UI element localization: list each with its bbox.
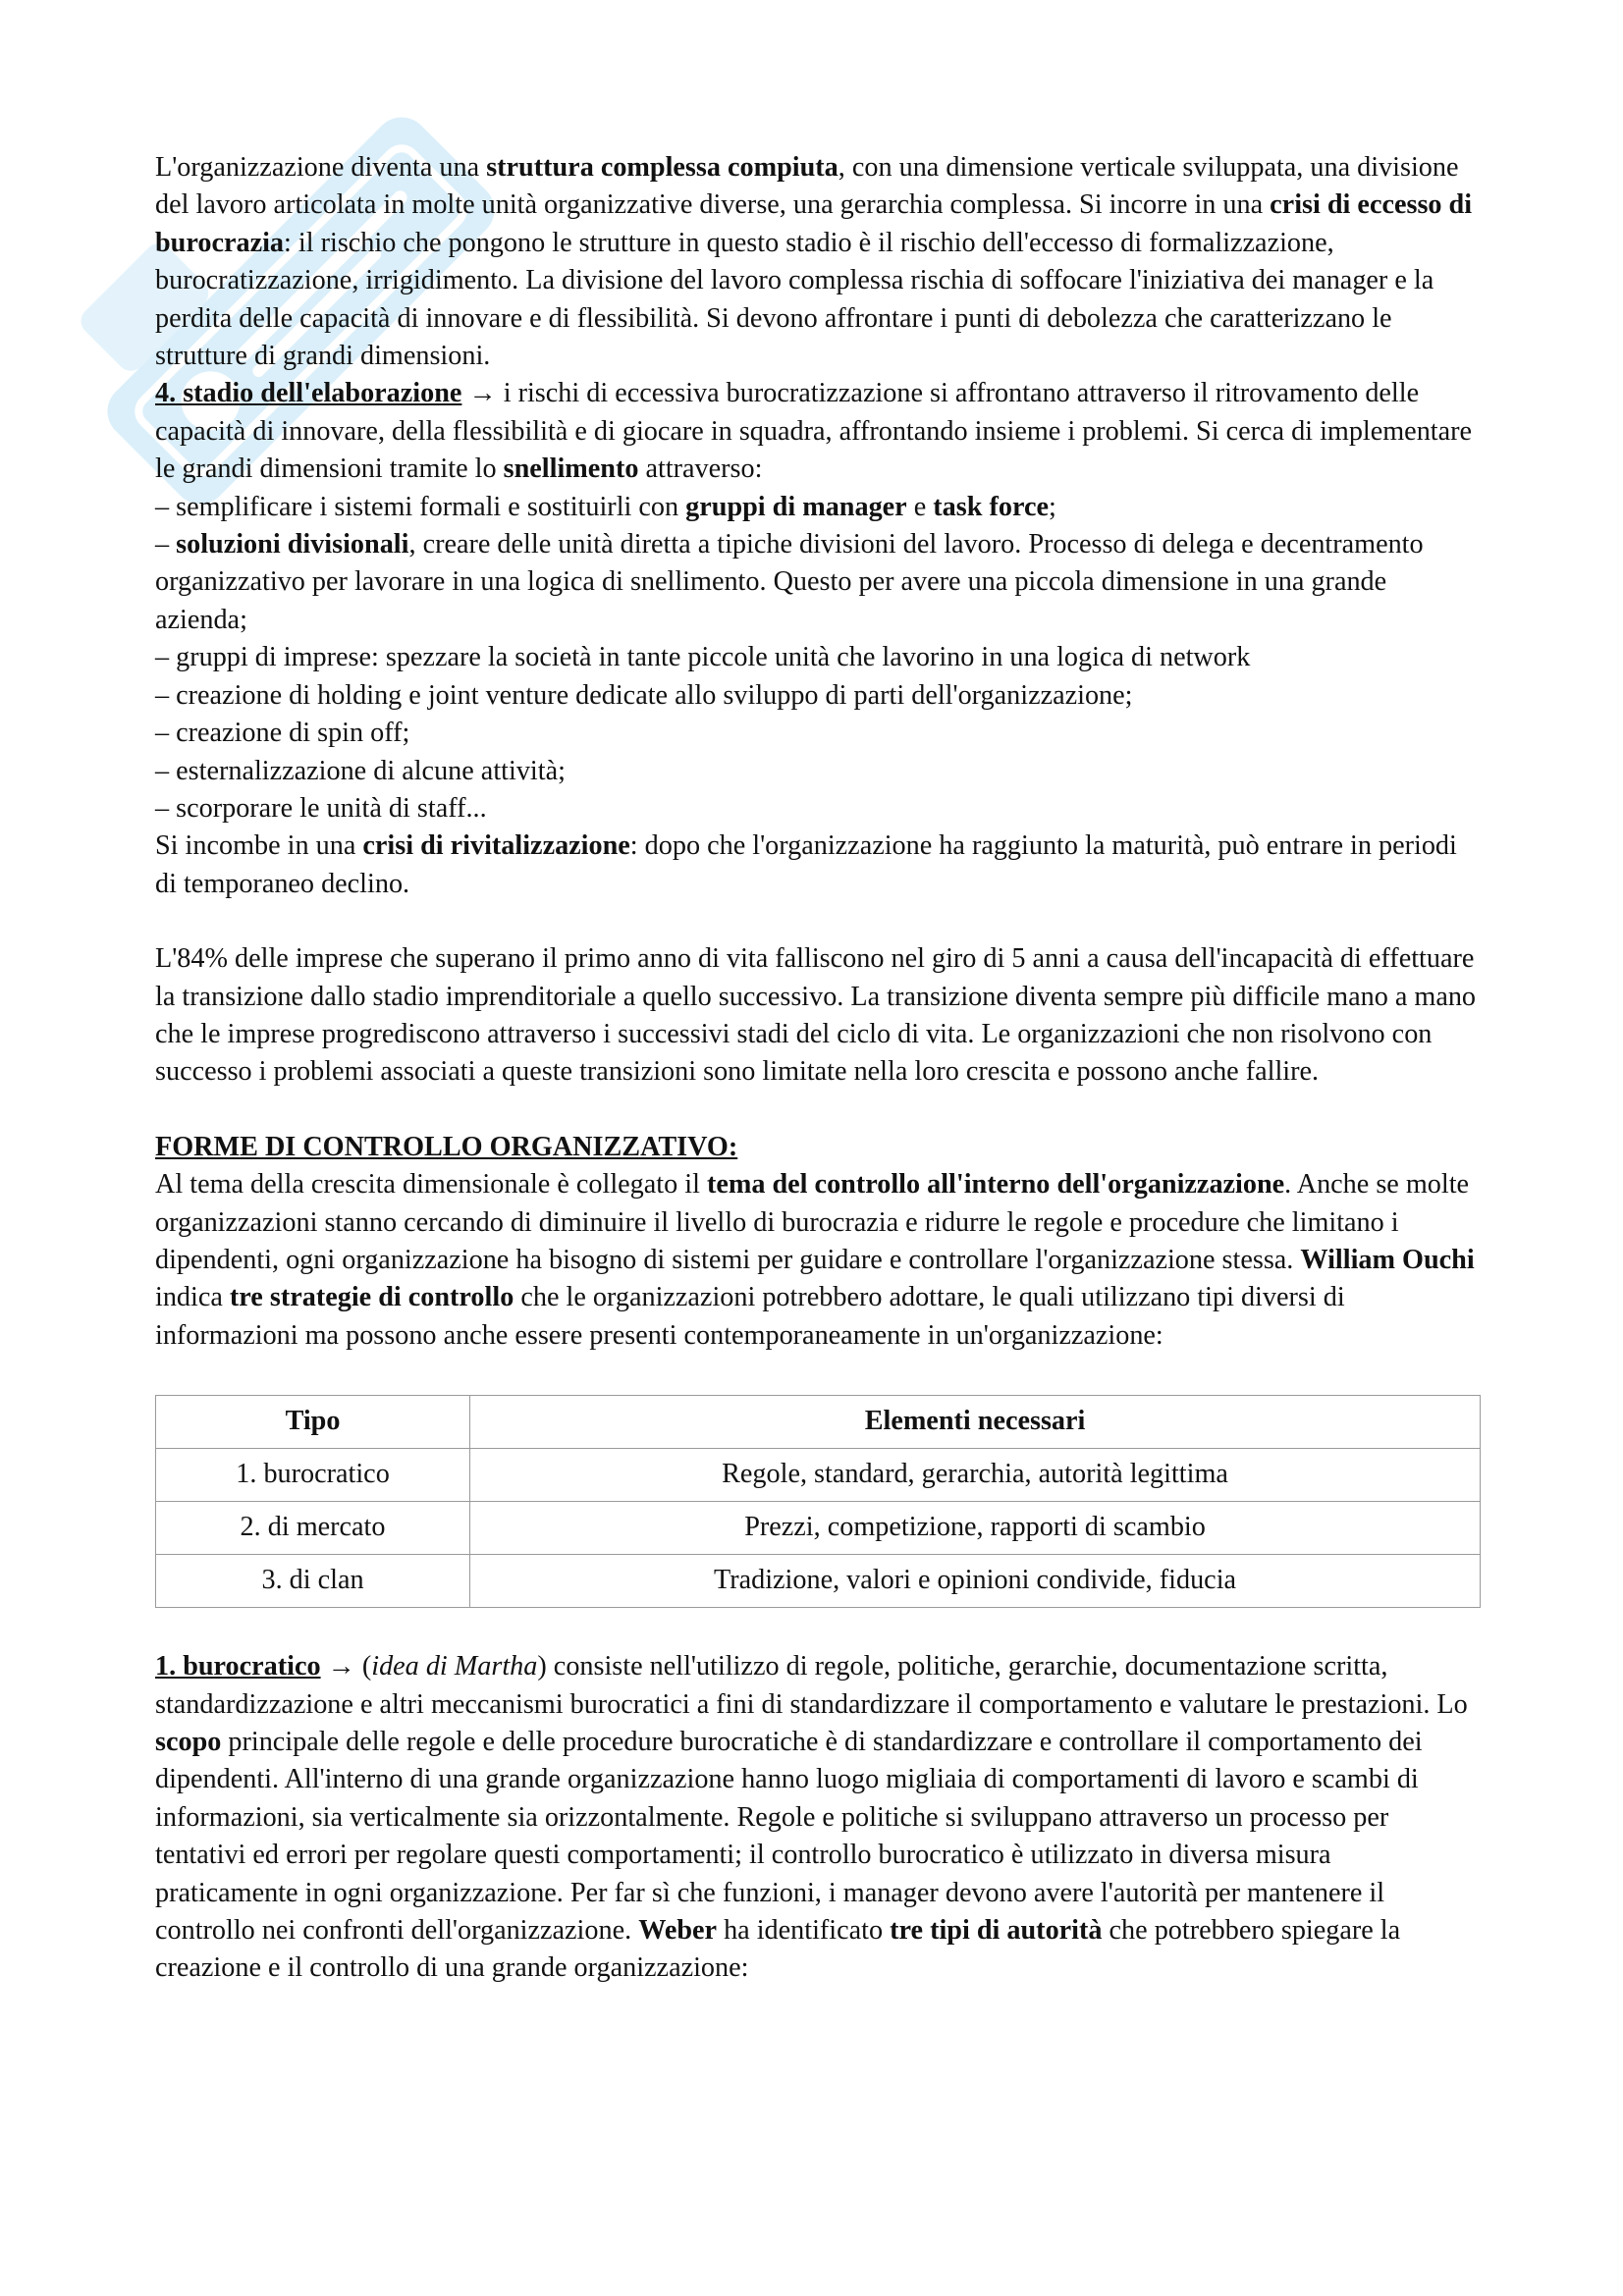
section-title: FORME DI CONTROLLO ORGANIZZATIVO: (155, 1131, 738, 1162)
table-row (156, 1449, 1481, 1502)
list-item: – creazione di holding e joint venture dedicate allo sviluppo di parti dell'organizzazione; (155, 679, 1133, 711)
list-item: – gruppi di imprese: spezzare la società in tante piccole unità che lavorino in una logica di network (155, 642, 1251, 673)
heading-burocratico: 1. burocratico (155, 1651, 321, 1682)
table-cell: 2. di mercato (156, 1502, 470, 1555)
paragraph-burocratico: 1. burocratico → (idea di Martha) consiste nell'utilizzo di regole, politiche, gerarchie, documentazione scritta, standardizzazione e altri meccanismi burocratici a fini di standardizzare il comportamento e valutare le prestazioni. Lo scopo principale delle regole e delle procedure burocratiche è di standardizzare e controllare il comportamento dei dipendenti. All'interno di una grande organizzazione hanno luogo migliaia di comportamenti di lavoro e scambi di informazioni, sia verticalmente sia orizzontalmente. Regole e politiche si sviluppano attraverso un processo per tentativi ed errori per regolare questi comportamenti; il controllo burocratico è utilizzato in diversa misura praticamente in ogni organizzazione. Per far sì che funzioni, i manager devono avere l'autorità per mantenere il controllo nei confronti dell'organizzazione. Weber ha identificato tre tipi di autorità che potrebbero spiegare la creazione e il controllo di una grande organizzazione: (155, 1651, 1468, 1984)
list-item: – scorporare le unità di staff... (155, 792, 487, 824)
paragraph-imprese-84: L'84% delle imprese che superano il primo anno di vita falliscono nel giro di 5 anni a causa dell'incapacità di effettuare la transizione dallo stadio imprenditoriale a quello successivo. La transizione diventa sempre più difficile mano a mano che le imprese progrediscono attraverso i successivi stadi del ciclo di vita. Le organizzazioni che non risolvono con successo i problemi associati a queste transizioni sono limitate nella loro crescita e possono anche fallire. (155, 943, 1477, 1088)
table-cell: 1. burocratico (156, 1449, 470, 1502)
document-page (155, 149, 1481, 1988)
paragraph-struttura-complessa: L'organizzazione diventa una struttura complessa compiuta, con una dimensione verticale sviluppata, una divisione del lavoro articolata in molte unità organizzative diverse, una gerarchia complessa. Si incorre in una crisi di eccesso di burocrazia: il rischio che pongono le strutture in questo stadio è il rischio dell'eccesso di formalizzazione, burocratizzazione, irrigidimento. La divisione del lavoro complessa rischia di soffocare l'iniziativa dei manager e la perdita delle capacità di innovare e di flessibilità. Si devono affrontare i punti di debolezza che caratterizzano le strutture di grandi dimensioni. (155, 152, 1473, 372)
table-row (156, 1555, 1481, 1608)
table-cell: Prezzi, competizione, rapporti di scambio (470, 1502, 1481, 1555)
list-item: – semplificare i sistemi formali e sostituirli con gruppi di manager e task force; (155, 491, 1056, 522)
table-row (156, 1502, 1481, 1555)
table-cell: Tradizione, valori e opinioni condivide, fiducia (470, 1555, 1481, 1608)
control-types-table (155, 1395, 1481, 1608)
table-header-elementi: Elementi necessari (470, 1396, 1481, 1449)
list-item: – soluzioni divisionali, creare delle unità diretta a tipiche divisioni del lavoro. Processo di delega e decentramento organizzativo per lavorare in una logica di snellimento. Questo per avere una piccola dimensione in una grande azienda; (155, 529, 1424, 635)
table-header-tipo: Tipo (156, 1396, 470, 1449)
paragraph-controllo: Al tema della crescita dimensionale è collegato il tema del controllo all'interno dell'organizzazione. Anche se molte organizzazioni stanno cercando di diminuire il livello di burocrazia e ridurre le regole e procedure che limitano i dipendenti, ogni organizzazione ha bisogno di sistemi per guidare e controllare l'organizzazione stessa. William Ouchi indica tre strategie di controllo che le organizzazioni potrebbero adottare, le quali utilizzano tipi diversi di informazioni ma possono anche essere presenti contemporaneamente in un'organizzazione: (155, 1169, 1475, 1351)
table-cell: 3. di clan (156, 1555, 470, 1608)
list-item: – creazione di spin off; (155, 718, 410, 749)
table-header-row (156, 1396, 1481, 1449)
list-item: – esternalizzazione di alcune attività; (155, 755, 566, 786)
paragraph-crisi-rivitalizzazione: Si incombe in una crisi di rivitalizzazione: dopo che l'organizzazione ha raggiunto la maturità, può entrare in periodi di temporaneo declino. (155, 830, 1457, 899)
table-cell: Regole, standard, gerarchia, autorità legittima (470, 1449, 1481, 1502)
heading-stadio-elaborazione: 4. stadio dell'elaborazione (155, 378, 462, 409)
paragraph-stadio-elaborazione: 4. stadio dell'elaborazione → i rischi di eccessiva burocratizzazione si affrontano attraverso il ritrovamento delle capacità di innovare, della flessibilità e di giocare in squadra, affrontando insieme i problemi. Si cerca di implementare le grandi dimensioni tramite lo snellimento attraverso: (155, 378, 1473, 485)
